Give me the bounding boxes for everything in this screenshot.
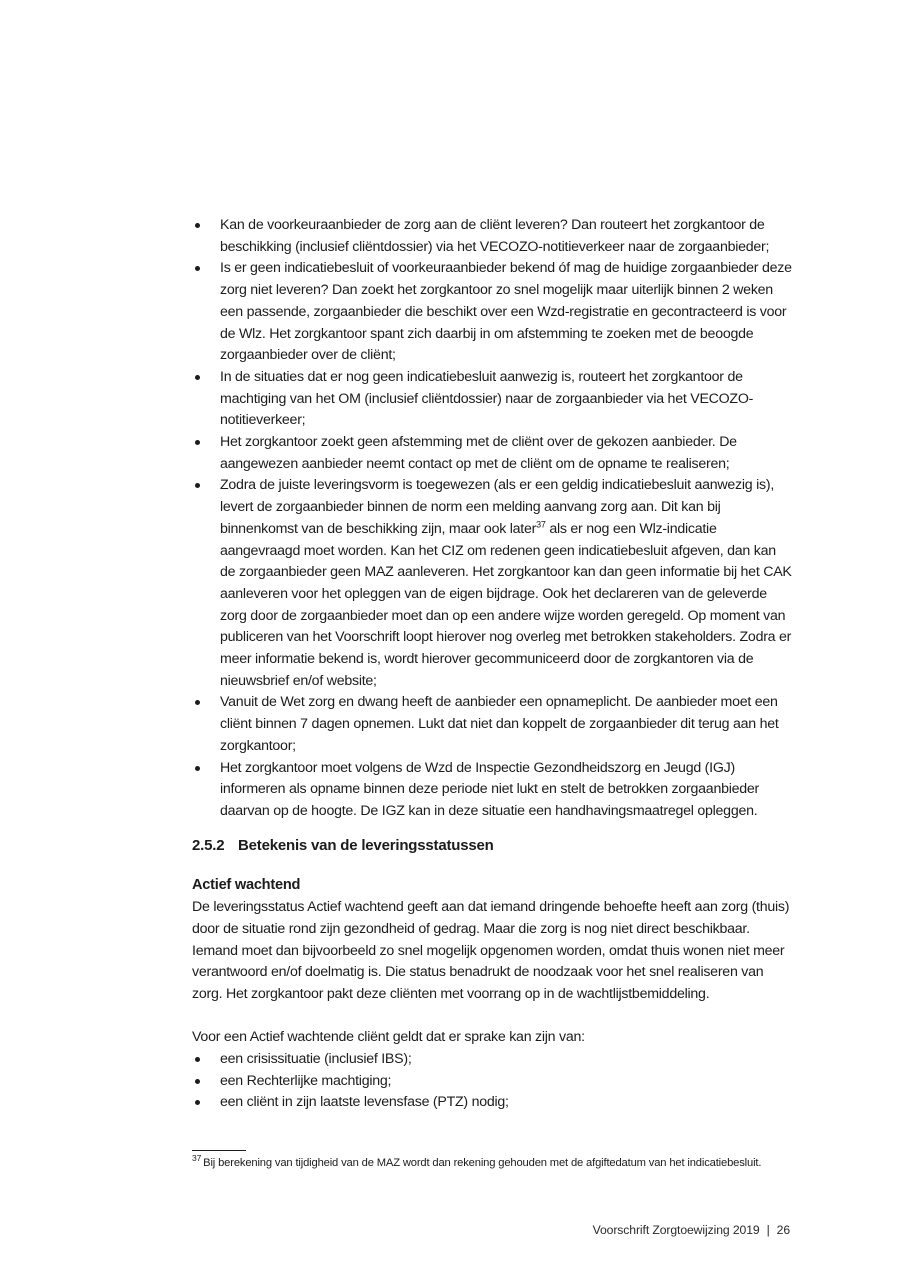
list-item (192, 1071, 792, 1093)
list-item (192, 432, 792, 475)
section-title: Betekenis van de leveringsstatussen (238, 836, 494, 854)
list-item-text: Is er geen indicatiebesluit of voorkeuraanbieder bekend óf mag de huidige zorgaanbieder deze zorg niet leveren? Dan zoekt het zorgkantoor zo snel mogelijk maar uiterlijk binnen 2 weken een passende, zorgaanbieder die beschikt over een Wzd-registratie en gecontracteerd is voor de Wlz. Het zorgkantoor spant zich daarbij in om afstemming te zoeken met de beoogde zorgaanbieder over de cliënt; (220, 260, 792, 364)
list-item-text: als er nog een Wlz-indicatie aangevraagd moet worden. Kan het CIZ om redenen geen indicatiebesluit afgeven, dan kan de zorgaanbieder geen MAZ aanleveren. Het zorgkantoor kan dan geen informatie bij het CAK aanleveren voor het opleggen van de eigen bijdrage. Ook het declareren van de geleverde zorg door de zorgaanbieder moet dan op een andere wijze worden geregeld. Op moment van publiceren van het Voorschrift loopt hierover nog overleg met betrokken stakeholders. Zodra er meer informatie bekend is, wordt hierover gecommuniceerd door de zorgkantoren via de nieuwsbrief en/of website; (220, 520, 792, 689)
list-item-text: Het zorgkantoor moet volgens de Wzd de Inspectie Gezondheidszorg en Jeugd (IGJ) informeren als opname binnen deze periode niet lukt en stelt de betrokken zorgaanbieder daarvan op de hoogte. De IGZ kan in deze situatie een handhavingsmaatregel opleggen. (220, 759, 760, 819)
bullet-icon (195, 1100, 200, 1105)
bullet-icon (195, 223, 200, 228)
list-item-text: Vanuit de Wet zorg en dwang heeft de aanbieder een opnameplicht. De aanbieder moet een cliënt binnen 7 dagen opnemen. Lukt dat niet dan koppelt de zorgaanbieder dit terug aan het zorgkantoor; (220, 694, 779, 754)
bullet-icon (195, 483, 200, 488)
list-item-text: In de situaties dat er nog geen indicatiebesluit aanwezig is, routeert het zorgkantoor de machtiging van het OM (inclusief cliëntdossier) naar de zorgaanbieder via het VECOZO-notitieverkeer; (220, 368, 754, 429)
list-item (192, 1092, 792, 1114)
footer-document-title: Voorschrift Zorgtoewijzing 2019 (592, 1223, 760, 1237)
list-intro-paragraph: Voor een Actief wachtende cliënt geldt dat er sprake kan zijn van: (192, 1029, 585, 1046)
list-item-text: Kan de voorkeuraanbieder de zorg aan de cliënt leveren? Dan routeert het zorgkantoor de beschikking (inclusief cliëntdossier) via het VECOZO-notitieverkeer naar de zorgaanbieder; (220, 217, 770, 255)
list-item (192, 367, 792, 432)
footnote-marker: 37 (192, 1153, 202, 1164)
list-item (192, 258, 792, 367)
body-paragraph: De leveringsstatus Actief wachtend geeft aan dat iemand dringende behoefte heeft aan zorg (thuis) door de situatie rond zijn gezondheid of gedrag. Maar die zorg is nog niet direct beschikbaar. Iemand moet dan bijvoorbeeld zo snel mogelijk opgenomen worden, omdat thuis wonen niet meer verantwoord en/of doelmatig is. Die status benadrukt de noodzaak voor het snel realiseren van zorg. Het zorgkantoor pakt deze cliënten met voorrang op in de wachtlijstbemiddeling. (192, 899, 790, 1002)
bullet-icon (195, 375, 200, 380)
main-bullet-list (192, 215, 792, 823)
footnote-separator-rule (192, 1150, 246, 1151)
page-body (192, 215, 792, 1114)
footnote-text: Bij berekening van tijdigheid van de MAZ wordt dan rekening gehouden met de afgiftedatum van het indicatiebesluit. (203, 1157, 762, 1169)
bullet-icon (195, 440, 200, 445)
list-item (192, 475, 792, 692)
list-item-text: Het zorgkantoor zoekt geen afstemming met de cliënt over de gekozen aanbieder. De aangewezen aanbieder neemt contact op met de cliënt om de opname te realiseren; (220, 434, 737, 472)
page-number: 26 (776, 1223, 790, 1237)
sub-bullet-list (192, 1049, 792, 1114)
bullet-icon (195, 1057, 200, 1062)
section-heading (192, 835, 792, 857)
page-footer (593, 1223, 790, 1237)
list-item-text: een cliënt in zijn laatste levensfase (PTZ) nodig; (220, 1094, 509, 1111)
list-item (192, 1049, 792, 1071)
section-number: 2.5.2 (192, 836, 225, 854)
list-item (192, 758, 792, 823)
bullet-icon (195, 766, 200, 771)
footer-separator: | (766, 1223, 770, 1237)
list-item-text: een crisissituatie (inclusief IBS); (220, 1051, 412, 1067)
footnote (192, 1153, 817, 1170)
bullet-icon (195, 1079, 200, 1084)
subsection-heading: Actief wachtend (192, 877, 301, 894)
bullet-icon (195, 700, 200, 705)
list-item-text: een Rechterlijke machtiging; (220, 1072, 392, 1089)
footnote-area (192, 1150, 817, 1170)
list-item (192, 692, 792, 757)
bullet-icon (195, 266, 200, 271)
footnote-reference: 37 (536, 519, 546, 530)
list-item (192, 215, 792, 258)
list-item-text: Zodra de juiste leveringsvorm is toegewezen (als er een geldig indicatiebesluit aanwezig is), levert de zorgaanbieder binnen de norm een melding aanvang zorg aan. Dit kan bij binnenkomst van de beschikking zijn, maar ook later (220, 477, 775, 537)
